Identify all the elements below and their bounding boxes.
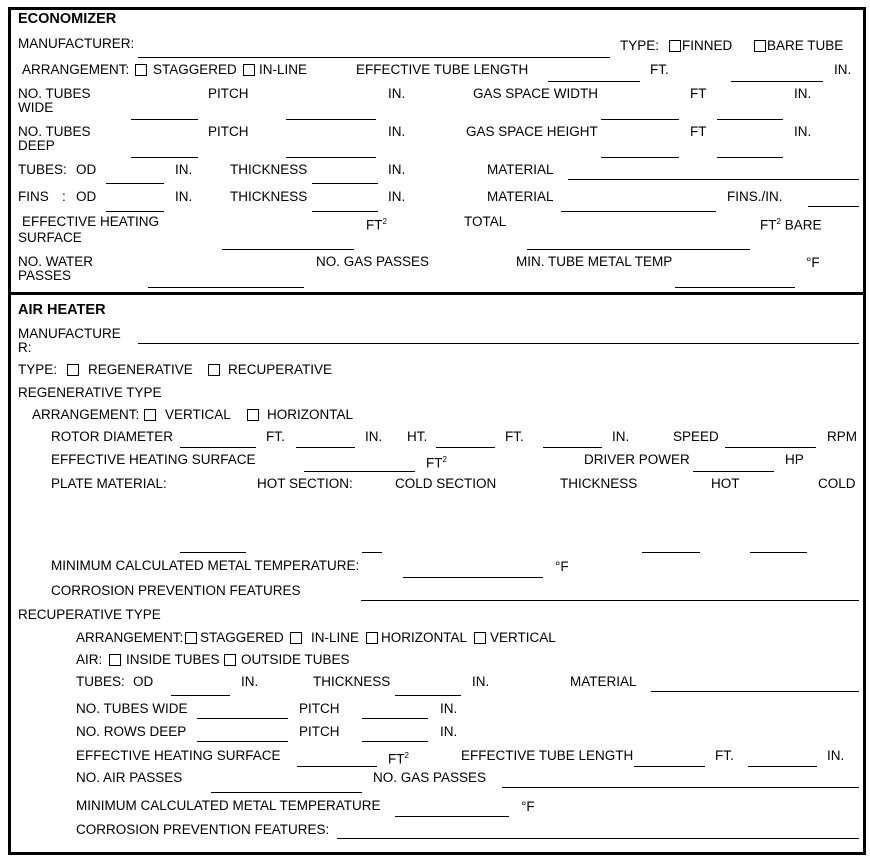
thickness-hot-field[interactable] [642,552,700,553]
ft2-unit-exponent: 2 [776,217,781,226]
thickness-cold-field[interactable] [750,552,807,553]
thickness-label: THICKNESS [313,674,391,689]
in-unit: IN. [175,162,193,177]
in-unit: IN. [241,674,259,689]
in-unit: IN. [794,86,812,101]
ft2-unit-text: FT [426,455,443,471]
no-gas-passes-label: NO. GAS PASSES [316,254,430,269]
ft2-unit [388,749,409,767]
no-tubes-wide-field[interactable] [131,119,198,120]
eff-tube-length-ft-field[interactable] [548,81,640,82]
fins-per-in-label: FINS./IN. [727,189,783,204]
deg-f-unit: °F [806,255,820,270]
thickness-label: THICKNESS [560,476,638,491]
material-label: MATERIAL [487,162,554,177]
eff-tube-length-in-field[interactable] [748,766,817,767]
no-air-passes-field[interactable] [211,792,362,793]
vertical-checkbox[interactable] [474,632,486,644]
pitch-label: PITCH [299,724,340,739]
finned-checkbox[interactable] [669,40,681,52]
manufacturer-label: MANUFACTURER: [18,36,135,51]
no-rows-deep-field[interactable] [197,741,288,742]
thickness-label: THICKNESS [230,189,308,204]
regenerative-type-heading: REGENERATIVE TYPE [18,385,162,400]
no-tubes-deep-label-2: DEEP [18,138,55,153]
staggered-checkbox[interactable] [185,632,197,644]
vertical-label: VERTICAL [490,630,556,645]
rotor-diameter-in-field[interactable] [296,447,355,448]
ft-unit: FT [690,124,707,139]
ft2-unit-exponent: 2 [442,455,447,464]
hot-section-label: HOT SECTION: [257,476,353,491]
no-water-passes-label-2: PASSES [18,268,72,283]
ft2-unit-text: FT [760,217,777,233]
corrosion-label: CORROSION PREVENTION FEATURES [51,583,301,598]
od-label: OD [133,674,154,689]
outside-tubes-checkbox[interactable] [224,654,236,666]
in-unit: IN. [794,124,812,139]
no-gas-passes-label: NO. GAS PASSES [373,770,487,785]
no-tubes-wide-label: NO. TUBES WIDE [76,701,188,716]
arrangement-label: ARRANGEMENT: [32,407,140,422]
cold-label: COLD [818,476,856,491]
ft-unit: FT [690,86,707,101]
corrosion-field[interactable] [337,838,859,839]
finned-label: FINNED [682,38,733,53]
ft-unit: FT. [715,748,734,763]
gas-space-height-in-field[interactable] [717,157,783,158]
no-water-passes-label: NO. WATER [18,254,93,269]
speed-field[interactable] [725,447,816,448]
min-calc-metal-temp-field[interactable] [403,577,543,578]
no-tubes-wide-field[interactable] [197,718,288,719]
tubes-thickness-field[interactable] [395,695,461,696]
ht-label: HT. [407,429,428,444]
ft2-unit-text: FT [366,217,383,233]
rotor-diameter-ft-field[interactable] [180,447,256,448]
hp-unit: HP [785,452,804,467]
od-label: OD [76,189,97,204]
recuperative-label: RECUPERATIVE [228,362,333,377]
fins-material-field[interactable] [561,211,716,212]
bare-label: BARE [784,217,822,233]
regenerative-checkbox[interactable] [67,364,79,376]
pitch-label: PITCH [208,86,249,101]
economizer-title: ECONOMIZER [18,11,117,27]
tubes-thickness-field[interactable] [312,183,378,184]
gas-space-height-ft-field[interactable] [601,157,679,158]
total-field[interactable] [527,249,750,250]
vertical-label: VERTICAL [165,407,231,422]
min-calc-metal-temp-field[interactable] [395,816,509,817]
effective-heating-field[interactable] [222,249,354,250]
corrosion-label: CORROSION PREVENTION FEATURES: [76,822,330,837]
pitch-label: PITCH [299,701,340,716]
eff-heating-surface-field[interactable] [297,766,377,767]
horizontal-checkbox[interactable] [247,409,259,421]
manufacturer-label-2: R: [18,340,32,355]
in-unit: IN. [175,189,193,204]
bare-tube-checkbox[interactable] [754,40,766,52]
speed-label: SPEED [673,429,719,444]
in-unit: IN. [365,429,383,444]
ht-ft-field[interactable] [436,447,495,448]
eff-tube-length-label: EFFECTIVE TUBE LENGTH [461,748,634,763]
cold-section-field[interactable] [362,552,382,553]
no-air-passes-label: NO. AIR PASSES [76,770,183,785]
ft2-unit [426,453,447,471]
manufacturer-field[interactable] [138,343,859,344]
in-unit: IN. [827,748,845,763]
gas-space-width-in-field[interactable] [717,119,783,120]
ht-in-field[interactable] [543,447,602,448]
inside-tubes-label: INSIDE TUBES [126,652,220,667]
outside-tubes-label: OUTSIDE TUBES [241,652,350,667]
pitch-label: PITCH [208,124,249,139]
eff-tube-length-ft-field[interactable] [634,766,705,767]
hot-section-field[interactable] [180,552,246,553]
no-tubes-wide-label-2: WIDE [18,100,54,115]
manufacturer-label: MANUFACTURE [18,326,121,341]
in-unit: IN. [388,86,406,101]
plate-material-label: PLATE MATERIAL: [51,476,167,491]
recuperative-checkbox[interactable] [208,364,220,376]
manufacturer-field[interactable] [138,57,610,58]
in-unit: IN. [440,701,458,716]
type-label: TYPE: [620,38,660,53]
hot-label: HOT [711,476,740,491]
pitch-wide-field[interactable] [362,718,428,719]
min-calc-metal-temp-label: MINIMUM CALCULATED METAL TEMPERATURE: [51,558,360,573]
gas-space-width-label: GAS SPACE WIDTH [473,86,599,101]
od-label: OD [76,162,97,177]
eff-tube-length-label: EFFECTIVE TUBE LENGTH [356,62,529,77]
in-line-label: IN-LINE [259,62,308,77]
material-label: MATERIAL [570,674,637,689]
in-line-checkbox[interactable] [243,64,255,76]
min-tube-metal-temp-field[interactable] [675,287,795,288]
ft-unit: FT. [505,429,524,444]
fins-od-field[interactable] [106,211,164,212]
total-label: TOTAL [464,214,507,229]
arrangement-label: ARRANGEMENT: [76,630,184,645]
horizontal-label: HORIZONTAL [267,407,354,422]
air-label: AIR: [76,652,103,667]
economizer-section [8,7,866,295]
no-tubes-deep-field[interactable] [131,157,198,158]
deg-f-unit: °F [555,559,569,574]
driver-power-field[interactable] [693,471,774,472]
horizontal-checkbox[interactable] [366,632,378,644]
in-line-label: IN-LINE [311,630,360,645]
arrangement-label: ARRANGEMENT: [22,62,130,77]
min-calc-metal-temp-label: MINIMUM CALCULATED METAL TEMPERATURE [76,798,381,813]
eff-heating-surface-label: EFFECTIVE HEATING SURFACE [51,452,256,467]
no-gas-passes-field[interactable] [502,787,859,788]
rotor-diameter-label: ROTOR DIAMETER [51,429,174,444]
rpm-unit: RPM [827,429,857,444]
no-tubes-wide-label: NO. TUBES [18,86,91,101]
in-unit: IN. [612,429,630,444]
fins-per-in-field[interactable] [808,206,859,207]
effective-heating-label: EFFECTIVE HEATING [22,214,160,229]
eff-heating-surface-field[interactable] [304,471,415,472]
fins-thickness-field[interactable] [312,211,378,212]
deg-f-unit: °F [521,799,535,814]
gas-space-height-label: GAS SPACE HEIGHT [466,124,598,139]
min-tube-metal-temp-label: MIN. TUBE METAL TEMP [516,254,673,269]
effective-heating-label-2: SURFACE [18,230,82,245]
fins-colon: : [62,189,66,204]
tubes-material-field[interactable] [568,179,859,180]
ft2-bare-unit [760,215,821,233]
tubes-material-field[interactable] [651,691,859,692]
air-heater-title: AIR HEATER [18,302,106,318]
in-line-checkbox[interactable] [290,632,302,644]
in-unit: IN. [388,124,406,139]
tubes-od-field[interactable] [171,695,230,696]
fins-label: FINS [18,189,49,204]
ft-unit: FT. [266,429,285,444]
vertical-checkbox[interactable] [144,409,156,421]
no-rows-deep-label: NO. ROWS DEEP [76,724,187,739]
no-water-passes-field[interactable] [148,287,304,288]
pitch-deep-field[interactable] [362,741,428,742]
gas-space-width-ft-field[interactable] [601,119,679,120]
horizontal-label: HORIZONTAL [381,630,468,645]
staggered-label: STAGGERED [200,630,284,645]
staggered-label: STAGGERED [153,62,237,77]
corrosion-field[interactable] [361,600,859,601]
tubes-label: TUBES: [18,162,67,177]
in-unit: IN. [440,724,458,739]
in-unit: IN. [472,674,490,689]
eff-tube-length-in-field[interactable] [731,81,823,82]
bare-tube-label: BARE TUBE [767,38,844,53]
ft2-unit-exponent: 2 [404,751,409,760]
tubes-label: TUBES: [76,674,125,689]
no-tubes-deep-label: NO. TUBES [18,124,91,139]
ft2-unit-text: FT [388,751,405,767]
staggered-checkbox[interactable] [135,64,147,76]
in-unit: IN. [388,162,406,177]
material-label: MATERIAL [487,189,554,204]
in-unit: IN. [388,189,406,204]
tubes-od-field[interactable] [106,183,164,184]
eff-heating-surface-label: EFFECTIVE HEATING SURFACE [76,748,281,763]
ft2-unit-exponent: 2 [382,217,387,226]
recuperative-type-heading: RECUPERATIVE TYPE [18,607,161,622]
pitch-deep-field[interactable] [286,157,376,158]
inside-tubes-checkbox[interactable] [109,654,121,666]
thickness-label: THICKNESS [230,162,308,177]
type-label: TYPE: [18,362,58,377]
in-unit: IN. [834,62,852,77]
ft-unit: FT. [650,62,669,77]
driver-power-label: DRIVER POWER [584,452,690,467]
pitch-wide-field[interactable] [286,119,376,120]
cold-section-label: COLD SECTION [395,476,497,491]
regenerative-label: REGENERATIVE [88,362,193,377]
ft2-unit [366,215,387,233]
